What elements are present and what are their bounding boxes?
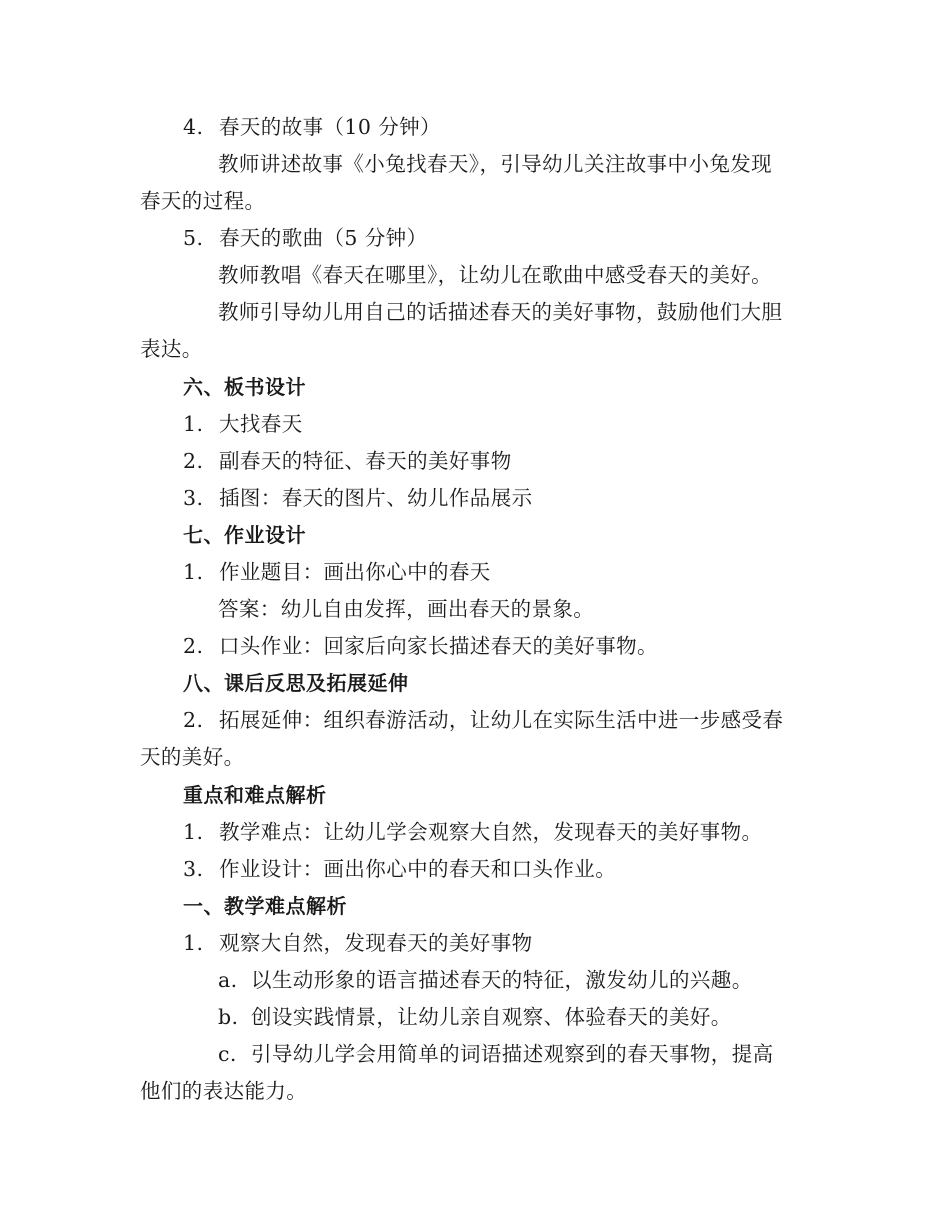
paragraph-line: 教师讲述故事《小兔找春天》，引导幼儿关注故事中小兔发现 [218,152,773,176]
section-heading: 重点和难点解析 [183,783,327,807]
list-number: 3. [183,486,204,510]
sub-list-item [218,967,753,993]
paragraph-line: 天的美好。 [140,745,245,769]
sub-list-marker: a. [218,968,238,992]
list-number: 2. [183,634,204,658]
list-item-text: 作业设计：画出你心中的春天和口头作业。 [219,857,617,881]
sub-list-item-text: 以生动形象的语言描述春天的特征，激发幼儿的兴趣。 [251,968,753,992]
list-item [183,856,616,882]
list-number: 2. [183,449,204,473]
list-item [183,559,491,585]
list-item [183,411,303,437]
list-number: 4. [183,115,204,139]
list-number: 1. [183,560,204,584]
sub-list-item [218,1004,732,1030]
paragraph-line: 答案：幼儿自由发挥，画出春天的景象。 [218,597,595,621]
list-item [183,633,658,659]
list-item-text: 教学难点：让幼儿学会观察大自然，发现春天的美好事物。 [219,820,763,844]
list-item-text: 大找春天 [219,412,303,436]
sub-list-marker: c. [218,1042,237,1066]
paragraph-line: 教师教唱《春天在哪里》，让幼儿在歌曲中感受春天的美好。 [218,263,773,287]
list-item-text: 副春天的特征、春天的美好事物 [219,449,512,473]
section-heading: 一、教学难点解析 [183,894,347,918]
list-item [183,930,533,956]
sub-list-item-text: 创设实践情景，让幼儿亲自观察、体验春天的美好。 [251,1005,732,1029]
section-heading: 七、作业设计 [183,523,306,547]
list-item-text: 拓展延伸：组织春游活动，让幼儿在实际生活中进一步感受春 [219,708,784,732]
list-item-text: 春天的故事（10 分钟） [219,115,441,139]
list-item [183,448,512,474]
list-item-text: 观察大自然，发现春天的美好事物 [219,931,533,955]
list-item-text: 插图：春天的图片、幼儿作品展示 [219,486,533,510]
paragraph-line: 教师引导幼儿用自己的话描述春天的美好事物，鼓励他们大胆 [218,300,783,324]
list-number: 3. [183,857,204,881]
sub-list-item [218,1041,774,1067]
list-item [183,225,427,251]
sub-list-marker: b. [218,1005,239,1029]
list-item [183,485,533,511]
list-number: 1. [183,931,204,955]
list-number: 2. [183,708,204,732]
list-item-text: 春天的歌曲（5 分钟） [219,226,428,250]
list-item [183,114,441,140]
list-number: 1. [183,412,204,436]
paragraph-line: 表达。 [140,337,203,361]
list-number: 1. [183,820,204,844]
paragraph-line: 春天的过程。 [140,189,266,213]
sub-list-item-text: 引导幼儿学会用简单的词语描述观察到的春天事物，提高 [251,1042,774,1066]
list-item [183,707,783,733]
section-heading: 八、课后反思及拓展延伸 [183,671,409,695]
list-number: 5. [183,226,204,250]
section-heading: 六、板书设计 [183,375,306,399]
list-item-text: 口头作业：回家后向家长描述春天的美好事物。 [219,634,658,658]
list-item-text: 作业题目：画出你心中的春天 [219,560,491,584]
paragraph-line: 他们的表达能力。 [140,1079,308,1103]
list-item [183,819,762,845]
